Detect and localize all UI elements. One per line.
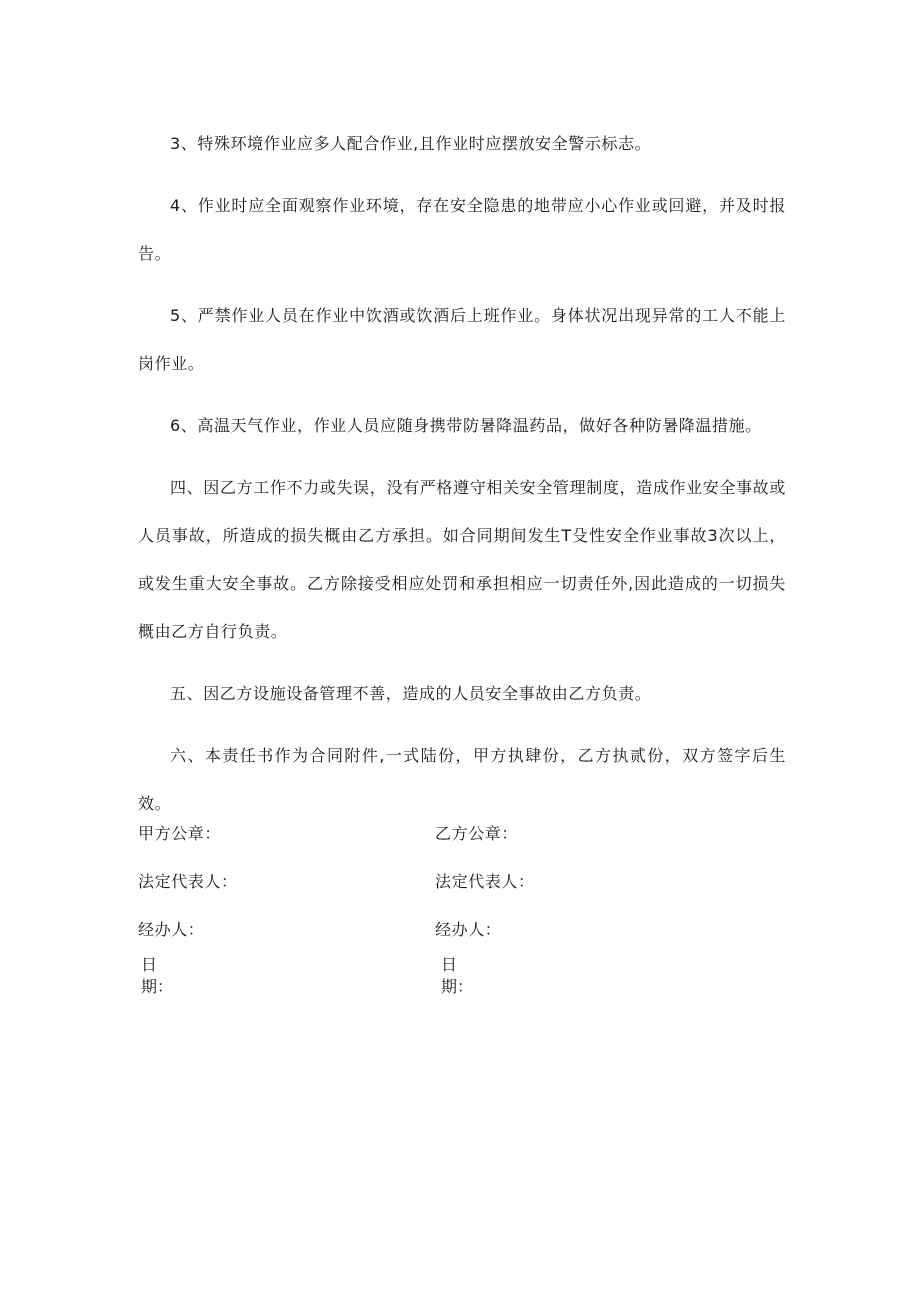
signature-block <box>138 808 758 998</box>
date-row <box>138 954 758 998</box>
clause-5: 5、严禁作业人员在作业中饮酒或饮酒后上班作业。身体状况出现异常的工人不能上岗作业。 <box>138 306 786 373</box>
document-body <box>138 120 786 842</box>
handler-row <box>138 904 758 952</box>
party-b-date-top: 日 <box>441 955 458 974</box>
representative-row <box>138 856 758 904</box>
clause-4: 4、作业时应全面观察作业环境，存在安全隐患的地带应小心作业或回避，并及时报告。 <box>138 196 786 263</box>
party-b-date-bottom: 期： <box>441 977 474 996</box>
party-b-date-label <box>438 954 738 998</box>
party-b-representative-label: 法定代表人： <box>435 871 535 891</box>
party-b-seal-label: 乙方公章： <box>435 823 519 843</box>
party-a-date-top: 日 <box>141 955 158 974</box>
seal-row <box>138 808 758 856</box>
clause-6: 6、高温天气作业，作业人员应随身携带防暑降温药品，做好各种防暑降温措施。 <box>170 416 762 435</box>
section-four: 四、因乙方工作不力或失误，没有严格遵守相关安全管理制度，造成作业安全事故或人员事故，所造成的损失概由乙方承担。如合同期间发生T殳性安全作业事故3次以上，或发生重大安全事故。乙方除接受相应处罚和承担相应一切责任外,因此造成的一切损失概由乙方自行负责。 <box>138 478 786 641</box>
party-a-date-label <box>138 954 438 998</box>
section-six: 六、本责任书作为合同附件,一式陆份，甲方执肆份，乙方执贰份，双方签字后生效。 <box>138 746 786 813</box>
party-a-representative-label: 法定代表人： <box>138 871 238 891</box>
party-a-handler-label: 经办人： <box>138 919 205 939</box>
section-five: 五、因乙方设施设备管理不善，造成的人员安全事故由乙方负责。 <box>170 684 652 703</box>
party-a-date-bottom: 期： <box>141 977 174 996</box>
party-a-seal-label: 甲方公章： <box>138 823 222 843</box>
clause-3: 3、特殊环境作业应多人配合作业,且作业时应摆放安全警示标志。 <box>170 134 652 153</box>
party-b-handler-label: 经办人： <box>435 919 502 939</box>
